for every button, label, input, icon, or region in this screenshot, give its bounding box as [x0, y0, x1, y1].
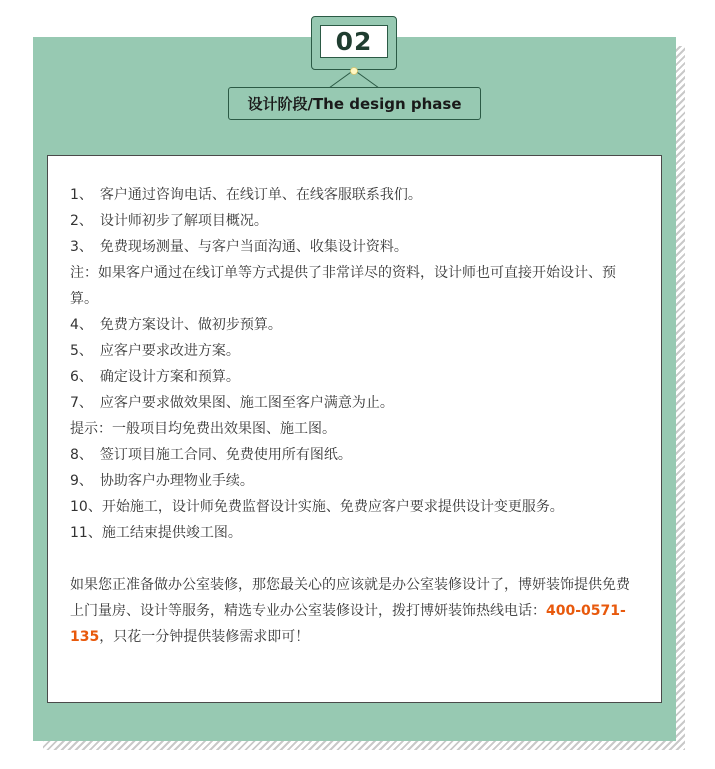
list-item: 2、 设计师初步了解项目概况。 [70, 213, 268, 229]
hotline-number[interactable]: 400-0571-135 [70, 603, 626, 645]
tip-text: 提示：一般项目均免费出效果图、施工图。 [70, 421, 336, 437]
spacer [70, 546, 639, 572]
list-item: 10、开始施工，设计师免费监督设计实施、免费应客户要求提供设计变更服务。 [70, 499, 564, 515]
list-item: 7、 应客户要求做效果图、施工图至客户满意为止。 [70, 395, 394, 411]
step-title: 设计阶段/The design phase [228, 87, 481, 120]
list-item: 8、 签订项目施工合同、免费使用所有图纸。 [70, 447, 352, 463]
step-number: 02 [320, 25, 388, 58]
list-item: 1、 客户通过咨询电话、在线订单、在线客服联系我们。 [70, 187, 422, 203]
list-item: 4、 免费方案设计、做初步预算。 [70, 317, 282, 333]
list-item: 11、施工结束提供竣工图。 [70, 525, 242, 541]
list-item: 6、 确定设计方案和预算。 [70, 369, 240, 385]
list-item: 5、 应客户要求改进方案。 [70, 343, 240, 359]
list-item: 9、 协助客户办理物业手续。 [70, 473, 254, 489]
closing-text-end: ，只花一分钟提供装修需求即可！ [99, 629, 310, 645]
note-text: 注：如果客户通过在线订单等方式提供了非常详尽的资料，设计师也可直接开始设计、预算。 [70, 265, 616, 307]
closing-paragraph [70, 572, 639, 650]
closing-text: 如果您正准备做办公室装修，那您最关心的应该就是办公室装修设计了，博妍装饰提供免费上门量房、设计等服务，精选专业办公室装修设计，拨打博妍装饰热线电话： [70, 577, 630, 619]
content-box [47, 155, 662, 703]
list-item: 3、 免费现场测量、与客户当面沟通、收集设计资料。 [70, 239, 408, 255]
